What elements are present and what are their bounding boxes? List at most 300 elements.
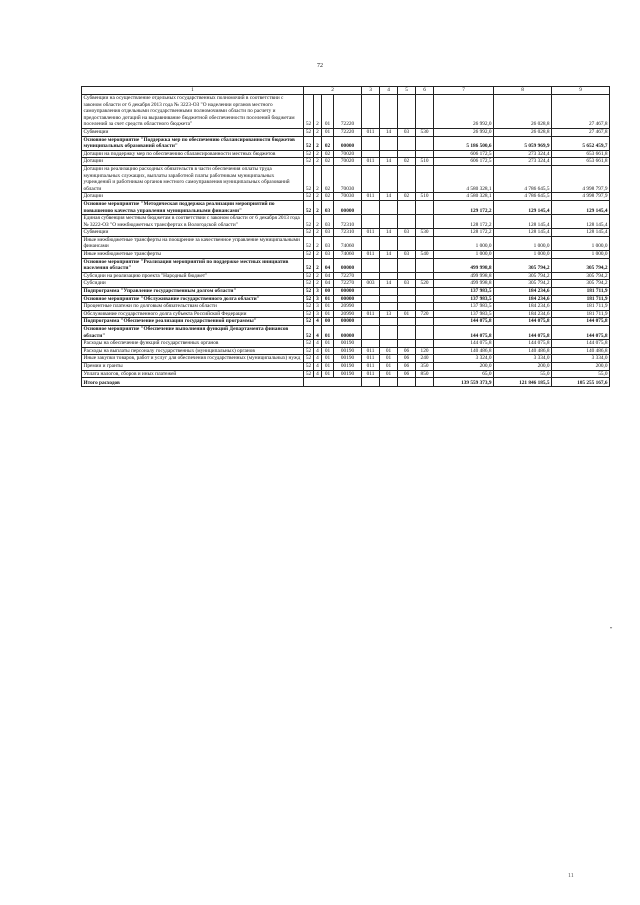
expense-type-code: 350 bbox=[416, 362, 434, 370]
row-name: Субсидии bbox=[82, 280, 304, 288]
code-part-1: 52 bbox=[304, 288, 314, 296]
section-code: 14 bbox=[380, 128, 398, 136]
value-col-8: 128 145,4 bbox=[494, 229, 552, 237]
code-part-3: 00 bbox=[322, 318, 334, 326]
ministry-code: 011 bbox=[362, 362, 380, 370]
value-col-9: 4 998 797,9 bbox=[552, 165, 610, 192]
code-part-4: 70020 bbox=[334, 150, 362, 158]
value-col-7: 499 998,8 bbox=[434, 280, 494, 288]
code-part-2: 3 bbox=[314, 310, 322, 318]
subsection-code bbox=[398, 215, 416, 229]
ministry-code: 011 bbox=[362, 193, 380, 201]
code-part-3: 01 bbox=[322, 295, 334, 303]
value-col-9: 5 652 459,7 bbox=[552, 136, 610, 150]
ministry-code: 011 bbox=[362, 347, 380, 355]
total-row bbox=[82, 378, 610, 387]
table-row bbox=[82, 200, 610, 214]
code-part-3: 01 bbox=[322, 95, 334, 129]
total-value-9: 105 255 167,6 bbox=[552, 378, 610, 387]
code-part-3: 02 bbox=[322, 165, 334, 192]
expense-type-code: 850 bbox=[416, 370, 434, 378]
header-cell-2: 2 bbox=[304, 87, 362, 95]
value-col-9: 181 711,9 bbox=[552, 310, 610, 318]
code-part-4: 00190 bbox=[334, 370, 362, 378]
expenditure-table-wrapper bbox=[81, 86, 609, 387]
value-col-7: 137 983,5 bbox=[434, 288, 494, 296]
value-col-8: 273 324,4 bbox=[494, 158, 552, 166]
expense-type-code bbox=[416, 165, 434, 192]
total-empty-cell bbox=[398, 378, 416, 387]
value-col-9: 140 486,8 bbox=[552, 347, 610, 355]
code-part-4: 00190 bbox=[334, 362, 362, 370]
code-part-1: 52 bbox=[304, 136, 314, 150]
code-part-2: 2 bbox=[314, 136, 322, 150]
ministry-code bbox=[362, 215, 380, 229]
ministry-code: 011 bbox=[362, 370, 380, 378]
code-part-3: 02 bbox=[322, 136, 334, 150]
section-code: 13 bbox=[380, 310, 398, 318]
code-part-3: 04 bbox=[322, 280, 334, 288]
row-name: Основное мероприятие "Поддержка мер по обеспечению сбалансированности бюджетов муниципальных образований области" bbox=[82, 136, 304, 150]
value-col-7: 499 998,8 bbox=[434, 258, 494, 272]
table-row bbox=[82, 318, 610, 326]
code-part-1: 52 bbox=[304, 280, 314, 288]
subsection-code: 02 bbox=[398, 158, 416, 166]
value-col-8: 144 075,8 bbox=[494, 326, 552, 340]
section-code bbox=[380, 340, 398, 348]
code-part-4: 72270 bbox=[334, 280, 362, 288]
code-part-1: 52 bbox=[304, 272, 314, 280]
expense-type-code: 520 bbox=[416, 280, 434, 288]
value-col-8: 1 000,0 bbox=[494, 236, 552, 250]
expense-type-code bbox=[416, 200, 434, 214]
code-part-2: 2 bbox=[314, 95, 322, 129]
value-col-7: 5 186 500,6 bbox=[434, 136, 494, 150]
value-col-7: 144 075,8 bbox=[434, 326, 494, 340]
expense-type-code: 530 bbox=[416, 229, 434, 237]
code-part-4: 00190 bbox=[334, 347, 362, 355]
value-col-7: 200,0 bbox=[434, 362, 494, 370]
value-col-7: 128 172,2 bbox=[434, 215, 494, 229]
section-code: 01 bbox=[380, 355, 398, 363]
footer-mark: 11 bbox=[568, 873, 574, 879]
total-value-8: 121 846 185,5 bbox=[494, 378, 552, 387]
value-col-8: 26 028,8 bbox=[494, 95, 552, 129]
value-col-9: 181 711,9 bbox=[552, 288, 610, 296]
code-part-3: 01 bbox=[322, 370, 334, 378]
value-col-9: 144 075,8 bbox=[552, 340, 610, 348]
row-name: Обслуживание государственного долга субъекта Российской Федерации bbox=[82, 310, 304, 318]
expense-type-code: 510 bbox=[416, 158, 434, 166]
closing-quote-mark: " bbox=[610, 627, 613, 633]
code-part-4: 00000 bbox=[334, 326, 362, 340]
value-col-7: 137 983,5 bbox=[434, 295, 494, 303]
table-row bbox=[82, 136, 610, 150]
section-code bbox=[380, 288, 398, 296]
ministry-code bbox=[362, 165, 380, 192]
value-col-9: 1 000,0 bbox=[552, 251, 610, 259]
value-col-9: 305 794,2 bbox=[552, 272, 610, 280]
header-cell-3: 3 bbox=[362, 87, 380, 95]
ministry-code: 011 bbox=[362, 128, 380, 136]
section-code bbox=[380, 318, 398, 326]
code-part-1: 52 bbox=[304, 200, 314, 214]
code-part-2: 4 bbox=[314, 326, 322, 340]
value-col-9: 1 000,0 bbox=[552, 236, 610, 250]
code-part-1: 52 bbox=[304, 229, 314, 237]
value-col-7: 137 983,5 bbox=[434, 303, 494, 311]
subsection-code: 06 bbox=[398, 355, 416, 363]
row-name: Основное мероприятие "Обеспечение выполнения функций Департамента финансов области" bbox=[82, 326, 304, 340]
value-col-9: 128 145,4 bbox=[552, 229, 610, 237]
code-part-4: 72310 bbox=[334, 229, 362, 237]
row-name: Субвенции bbox=[82, 229, 304, 237]
row-name: Иные межбюджетные трансферты на поощрение за качественное управление муниципальными финансами bbox=[82, 236, 304, 250]
row-name: Расходы на выплаты персоналу государственных (муниципальных) органов bbox=[82, 347, 304, 355]
value-col-9: 27 467,8 bbox=[552, 128, 610, 136]
subsection-code bbox=[398, 95, 416, 129]
table-row bbox=[82, 340, 610, 348]
row-name: Иные межбюджетные трансферты bbox=[82, 251, 304, 259]
code-part-4: 00000 bbox=[334, 200, 362, 214]
total-value-7: 139 559 373,9 bbox=[434, 378, 494, 387]
expense-type-code bbox=[416, 318, 434, 326]
expense-type-code bbox=[416, 150, 434, 158]
expenditure-table bbox=[81, 86, 610, 387]
code-part-2: 2 bbox=[314, 128, 322, 136]
page-number: 72 bbox=[317, 63, 323, 69]
total-empty-cell bbox=[380, 378, 398, 387]
ministry-code bbox=[362, 236, 380, 250]
code-part-3: 01 bbox=[322, 340, 334, 348]
header-cell-8: 8 bbox=[494, 87, 552, 95]
code-part-1: 52 bbox=[304, 95, 314, 129]
code-part-3: 02 bbox=[322, 193, 334, 201]
ministry-code bbox=[362, 288, 380, 296]
code-part-2: 2 bbox=[314, 150, 322, 158]
code-part-2: 4 bbox=[314, 347, 322, 355]
section-code: 01 bbox=[380, 362, 398, 370]
table-row bbox=[82, 236, 610, 250]
ministry-code bbox=[362, 326, 380, 340]
code-part-4: 72270 bbox=[334, 272, 362, 280]
subsection-code: 06 bbox=[398, 347, 416, 355]
code-part-1: 52 bbox=[304, 251, 314, 259]
code-part-4: 70030 bbox=[334, 193, 362, 201]
ministry-code bbox=[362, 272, 380, 280]
expense-type-code: 510 bbox=[416, 193, 434, 201]
section-code: 01 bbox=[380, 347, 398, 355]
ministry-code bbox=[362, 95, 380, 129]
code-part-4: 72220 bbox=[334, 128, 362, 136]
ministry-code bbox=[362, 340, 380, 348]
code-part-2: 3 bbox=[314, 303, 322, 311]
code-part-2: 2 bbox=[314, 251, 322, 259]
section-code bbox=[380, 95, 398, 129]
value-col-9: 3 334,0 bbox=[552, 355, 610, 363]
value-col-9: 144 075,8 bbox=[552, 318, 610, 326]
value-col-9: 653 661,8 bbox=[552, 158, 610, 166]
code-part-1: 52 bbox=[304, 370, 314, 378]
row-name: Премии и гранты bbox=[82, 362, 304, 370]
code-part-3: 03 bbox=[322, 236, 334, 250]
ministry-code: 011 bbox=[362, 158, 380, 166]
value-col-9: 129 145,4 bbox=[552, 200, 610, 214]
table-row bbox=[82, 158, 610, 166]
code-part-1: 52 bbox=[304, 355, 314, 363]
header-cell-7: 7 bbox=[434, 87, 494, 95]
value-col-8: 1 000,0 bbox=[494, 251, 552, 259]
value-col-8: 3 334,0 bbox=[494, 355, 552, 363]
code-part-4: 20990 bbox=[334, 303, 362, 311]
code-part-4: 00000 bbox=[334, 258, 362, 272]
value-col-7: 65,0 bbox=[434, 370, 494, 378]
section-code bbox=[380, 150, 398, 158]
value-col-8: 305 794,2 bbox=[494, 258, 552, 272]
code-part-2: 2 bbox=[314, 165, 322, 192]
subsection-code: 06 bbox=[398, 370, 416, 378]
code-part-4: 72220 bbox=[334, 95, 362, 129]
table-row bbox=[82, 258, 610, 272]
ministry-code bbox=[362, 295, 380, 303]
section-code bbox=[380, 215, 398, 229]
row-name: Иные закупки товаров, работ и услуг для обеспечения государственных (муниципальных) нужд bbox=[82, 355, 304, 363]
row-name: Дотации bbox=[82, 158, 304, 166]
ministry-code bbox=[362, 200, 380, 214]
code-part-4: 00000 bbox=[334, 288, 362, 296]
expense-type-code: 530 bbox=[416, 128, 434, 136]
table-row bbox=[82, 193, 610, 201]
value-col-8: 273 324,4 bbox=[494, 150, 552, 158]
code-part-2: 2 bbox=[314, 158, 322, 166]
table-row bbox=[82, 165, 610, 192]
code-part-1: 52 bbox=[304, 362, 314, 370]
code-part-4: 20990 bbox=[334, 310, 362, 318]
total-empty-cell bbox=[362, 378, 380, 387]
table-row bbox=[82, 347, 610, 355]
code-part-1: 52 bbox=[304, 340, 314, 348]
row-name: Дотации bbox=[82, 193, 304, 201]
value-col-9: 305 794,2 bbox=[552, 258, 610, 272]
expense-type-code bbox=[416, 258, 434, 272]
header-cell-9: 9 bbox=[552, 87, 610, 95]
section-code bbox=[380, 200, 398, 214]
code-part-1: 52 bbox=[304, 295, 314, 303]
table-row bbox=[82, 128, 610, 136]
table-row bbox=[82, 229, 610, 237]
row-name: Субсидии на реализацию проекта "Народный бюджет" bbox=[82, 272, 304, 280]
section-code: 14 bbox=[380, 251, 398, 259]
value-col-9: 181 711,9 bbox=[552, 303, 610, 311]
code-part-3: 00 bbox=[322, 288, 334, 296]
value-col-7: 606 172,5 bbox=[434, 150, 494, 158]
value-col-7: 1 000,0 bbox=[434, 236, 494, 250]
expense-type-code bbox=[416, 95, 434, 129]
code-part-2: 2 bbox=[314, 280, 322, 288]
code-part-2: 2 bbox=[314, 215, 322, 229]
section-code: 14 bbox=[380, 193, 398, 201]
expense-type-code bbox=[416, 236, 434, 250]
code-part-4: 00190 bbox=[334, 340, 362, 348]
value-col-7: 26 992,0 bbox=[434, 128, 494, 136]
code-part-2: 2 bbox=[314, 229, 322, 237]
value-col-8: 200,0 bbox=[494, 362, 552, 370]
code-part-1: 52 bbox=[304, 258, 314, 272]
code-part-4: 00190 bbox=[334, 355, 362, 363]
row-name: Основное мероприятие "Реализация мероприятий по поддержке местных инициатив населения области" bbox=[82, 258, 304, 272]
code-part-1: 52 bbox=[304, 165, 314, 192]
subsection-code: 01 bbox=[398, 310, 416, 318]
code-part-2: 2 bbox=[314, 236, 322, 250]
value-col-7: 129 172,2 bbox=[434, 200, 494, 214]
ministry-code bbox=[362, 136, 380, 150]
ministry-code bbox=[362, 303, 380, 311]
expense-type-code: 240 bbox=[416, 355, 434, 363]
value-col-7: 140 486,8 bbox=[434, 347, 494, 355]
row-name: Подпрограмма "Управление государственным долгом области" bbox=[82, 288, 304, 296]
table-row bbox=[82, 95, 610, 129]
row-name: Дотации на реализацию расходных обязательств в части обеспечения оплаты труда муниципальных служащих, выплаты заработной платы работникам муниципальных учреждений и работникам органов местного самоуправления муниципальных образований области bbox=[82, 165, 304, 192]
value-col-8: 144 075,8 bbox=[494, 318, 552, 326]
table-body bbox=[82, 95, 610, 378]
code-part-3: 03 bbox=[322, 229, 334, 237]
ministry-code: 003 bbox=[362, 280, 380, 288]
header-cell-6: 6 bbox=[416, 87, 434, 95]
code-part-3: 03 bbox=[322, 200, 334, 214]
subsection-code: 02 bbox=[398, 193, 416, 201]
code-part-2: 3 bbox=[314, 295, 322, 303]
code-part-3: 03 bbox=[322, 215, 334, 229]
ministry-code bbox=[362, 318, 380, 326]
expense-type-code: 120 bbox=[416, 347, 434, 355]
value-col-7: 144 075,8 bbox=[434, 340, 494, 348]
section-code bbox=[380, 136, 398, 150]
code-part-2: 2 bbox=[314, 193, 322, 201]
value-col-8: 184 234,6 bbox=[494, 295, 552, 303]
subsection-code bbox=[398, 272, 416, 280]
total-label: Итого расходов bbox=[82, 378, 304, 387]
value-col-7: 4 580 328,1 bbox=[434, 193, 494, 201]
table-row bbox=[82, 326, 610, 340]
value-col-9: 653 661,8 bbox=[552, 150, 610, 158]
section-code: 14 bbox=[380, 158, 398, 166]
code-part-2: 4 bbox=[314, 370, 322, 378]
row-name: Субвенции на осуществление отдельных государственных полномочий в соответствии с законом области от 6 декабря 2013 года № 3223-ОЗ "О наделении органов местного самоуправления отдельными государственными полномочиями области по расчету и предоставлению дотаций на выравнивание бюджетной обеспеченности поселений бюджетам поселений за счет средств областного бюджета" bbox=[82, 95, 304, 129]
value-col-8: 140 486,8 bbox=[494, 347, 552, 355]
value-col-8: 5 059 969,9 bbox=[494, 136, 552, 150]
row-name: Дотации на поддержку мер по обеспечению сбалансированности местных бюджетов bbox=[82, 150, 304, 158]
code-part-2: 2 bbox=[314, 258, 322, 272]
value-col-7: 26 992,0 bbox=[434, 95, 494, 129]
section-code bbox=[380, 236, 398, 250]
code-part-2: 3 bbox=[314, 288, 322, 296]
value-col-8: 26 028,8 bbox=[494, 128, 552, 136]
ministry-code bbox=[362, 258, 380, 272]
subsection-code: 06 bbox=[398, 362, 416, 370]
ministry-code: 011 bbox=[362, 229, 380, 237]
expense-type-code bbox=[416, 215, 434, 229]
code-part-1: 52 bbox=[304, 193, 314, 201]
row-name: Подпрограмма "Обеспечение реализации государственной программы" bbox=[82, 318, 304, 326]
code-part-1: 52 bbox=[304, 215, 314, 229]
value-col-8: 129 145,4 bbox=[494, 200, 552, 214]
section-code bbox=[380, 165, 398, 192]
section-code bbox=[380, 326, 398, 340]
code-part-2: 4 bbox=[314, 362, 322, 370]
subsection-code bbox=[398, 236, 416, 250]
table-row bbox=[82, 295, 610, 303]
header-cell-1: 1 bbox=[82, 87, 304, 95]
code-part-3: 02 bbox=[322, 150, 334, 158]
value-col-7: 144 075,8 bbox=[434, 318, 494, 326]
subsection-code bbox=[398, 288, 416, 296]
subsection-code bbox=[398, 165, 416, 192]
code-part-2: 4 bbox=[314, 318, 322, 326]
subsection-code bbox=[398, 326, 416, 340]
value-col-8: 184 234,6 bbox=[494, 303, 552, 311]
value-col-9: 4 998 797,9 bbox=[552, 193, 610, 201]
header-row bbox=[82, 87, 610, 95]
code-part-4: 00000 bbox=[334, 295, 362, 303]
table-row bbox=[82, 215, 610, 229]
value-col-8: 305 794,2 bbox=[494, 280, 552, 288]
value-col-7: 499 998,8 bbox=[434, 272, 494, 280]
code-part-2: 2 bbox=[314, 272, 322, 280]
value-col-9: 200,0 bbox=[552, 362, 610, 370]
table-row bbox=[82, 310, 610, 318]
code-part-2: 4 bbox=[314, 340, 322, 348]
table-row bbox=[82, 370, 610, 378]
code-part-1: 52 bbox=[304, 158, 314, 166]
value-col-8: 184 234,6 bbox=[494, 288, 552, 296]
subsection-code bbox=[398, 200, 416, 214]
code-part-3: 03 bbox=[322, 251, 334, 259]
code-part-1: 52 bbox=[304, 347, 314, 355]
value-col-9: 144 075,8 bbox=[552, 326, 610, 340]
code-part-1: 52 bbox=[304, 303, 314, 311]
value-col-9: 181 711,9 bbox=[552, 295, 610, 303]
value-col-8: 128 145,4 bbox=[494, 215, 552, 229]
code-part-1: 52 bbox=[304, 150, 314, 158]
section-code: 14 bbox=[380, 229, 398, 237]
code-part-3: 04 bbox=[322, 272, 334, 280]
ministry-code: 011 bbox=[362, 355, 380, 363]
value-col-8: 4 786 645,5 bbox=[494, 193, 552, 201]
expense-type-code bbox=[416, 136, 434, 150]
table-row bbox=[82, 303, 610, 311]
ministry-code: 011 bbox=[362, 251, 380, 259]
section-code bbox=[380, 258, 398, 272]
subsection-code: 03 bbox=[398, 229, 416, 237]
value-col-8: 144 075,8 bbox=[494, 340, 552, 348]
code-part-4: 00000 bbox=[334, 318, 362, 326]
section-code bbox=[380, 295, 398, 303]
code-part-1: 52 bbox=[304, 318, 314, 326]
code-part-3: 01 bbox=[322, 362, 334, 370]
subsection-code: 03 bbox=[398, 251, 416, 259]
row-name: Расходы на обеспечение функций государственных органов bbox=[82, 340, 304, 348]
total-code-cell bbox=[304, 378, 362, 387]
code-part-2: 4 bbox=[314, 355, 322, 363]
expense-type-code: 540 bbox=[416, 251, 434, 259]
subsection-code bbox=[398, 136, 416, 150]
subsection-code bbox=[398, 303, 416, 311]
subsection-code bbox=[398, 150, 416, 158]
code-part-3: 01 bbox=[322, 310, 334, 318]
row-name: Единая субвенция местным бюджетам в соответствии с законом области от 6 декабря 2013 года № 3222-ОЗ "О межбюджетных трансфертах в Вологодской области" bbox=[82, 215, 304, 229]
row-name: Субвенции bbox=[82, 128, 304, 136]
table-row bbox=[82, 362, 610, 370]
